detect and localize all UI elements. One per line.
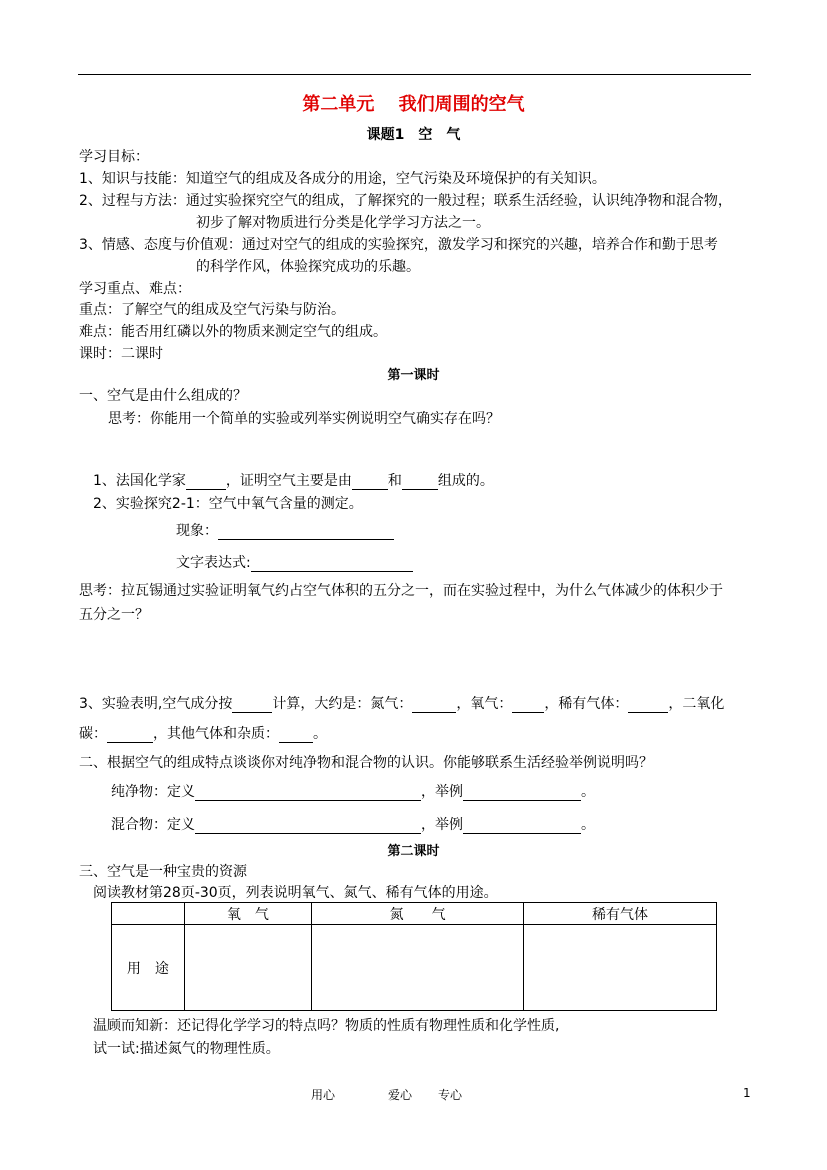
table-corner-cell — [112, 903, 185, 925]
think-2-cont: 五分之一？ — [79, 607, 149, 623]
blank-nitrogen[interactable] — [412, 698, 456, 713]
experiment-line: 2、实验探究2-1：空气中氧气含量的测定。 — [93, 496, 363, 512]
expression-line: 文字表达式: — [176, 552, 413, 572]
blank-rare-gas[interactable] — [628, 698, 668, 713]
blank-oxygen[interactable] — [512, 698, 544, 713]
blank-other[interactable] — [279, 728, 313, 743]
blank-phenomenon[interactable] — [218, 525, 394, 540]
mixture-line: 混合物：定义 ，举例 。 — [111, 817, 595, 833]
lesson1-heading: 第一课时 — [387, 368, 440, 383]
think-1: 思考：你能用一个简单的实验或列举实例说明空气确实存在吗？ — [108, 411, 500, 427]
fill-line-1: 1、法国化学家 ，证明空气主要是由 和 组成的。 — [93, 473, 494, 489]
objective-1: 1、知识与技能：知道空气的组成及各成分的用途，空气污染及环境保护的有关知识。 — [79, 171, 606, 187]
blank-basis[interactable] — [232, 698, 272, 713]
blank-pure-definition[interactable] — [195, 786, 421, 801]
objective-3: 3、情感、态度与价值观：通过对空气的组成的实验探究，激发学习和探究的兴趣，培养合作和勤于思考 — [79, 237, 718, 253]
blank-chemist[interactable] — [186, 475, 226, 490]
question-3: 三、空气是一种宝贵的资源 — [79, 864, 247, 880]
fill-line-3: 3、实验表明,空气成分按 计算，大约是：氮气： ，氧气： ，稀有气体： ，二氧化 — [79, 696, 725, 712]
key-focus: 重点：了解空气的组成及空气污染与防治。 — [79, 302, 345, 318]
class-hours: 课时：二课时 — [79, 346, 163, 362]
header-rule — [78, 74, 751, 75]
blank-gas-a[interactable] — [352, 475, 388, 490]
table-header-rare-gas: 稀有气体 — [524, 903, 717, 925]
table-cell-oxygen-uses[interactable] — [184, 925, 311, 1011]
blank-mixture-example[interactable] — [463, 819, 581, 834]
pure-substance-line: 纯净物：定义 ，举例 。 — [111, 784, 595, 800]
table-cell-rare-gas-uses[interactable] — [524, 925, 717, 1011]
keypoints-heading: 学习重点、难点： — [79, 281, 191, 297]
table-header-nitrogen: 氮 气 — [312, 903, 524, 925]
reading-task: 阅读教材第28页-30页，列表说明氧气、氮气、稀有气体的用途。 — [93, 885, 498, 901]
blank-mixture-definition[interactable] — [195, 819, 421, 834]
footer-motto-1: 用心 — [311, 1088, 336, 1102]
blank-co2[interactable] — [107, 728, 153, 743]
footer-motto-3: 专心 — [438, 1088, 463, 1102]
unit-title: 第二单元 我们周围的空气 — [302, 94, 525, 115]
objectives-heading: 学习目标： — [79, 149, 149, 165]
blank-gas-b[interactable] — [402, 475, 438, 490]
blank-expression[interactable] — [251, 557, 413, 572]
gas-uses-table — [111, 902, 717, 1011]
objective-2: 2、过程与方法：通过实验探究空气的组成，了解探究的一般过程；联系生活经验，认识纯净物和混合物， — [79, 193, 732, 209]
objective-2-cont: 初步了解对物质进行分类是化学学习方法之一。 — [196, 215, 490, 231]
table-row-label-uses: 用 途 — [112, 925, 185, 1011]
footer-motto-2: 爱心 — [388, 1088, 413, 1102]
lesson2-heading: 第二课时 — [387, 844, 440, 859]
objective-3-cont: 的科学作风，体验探究成功的乐趣。 — [196, 259, 420, 275]
lesson-title: 课题1 空 气 — [366, 127, 461, 143]
try-text: 试一试:描述氮气的物理性质。 — [93, 1041, 280, 1057]
think-2: 思考：拉瓦锡通过实验证明氧气约占空气体积的五分之一，而在实验过程中，为什么气体减少的体积少于 — [79, 583, 723, 599]
page-number: 1 — [743, 1086, 751, 1100]
phenomenon-line: 现象： — [176, 520, 394, 540]
blank-pure-example[interactable] — [463, 786, 581, 801]
fill-line-3b: 碳： ，其他气体和杂质： 。 — [79, 726, 327, 742]
question-2: 二、根据空气的组成特点谈谈你对纯净物和混合物的认识。你能够联系生活经验举例说明吗？ — [79, 755, 653, 771]
table-header-oxygen: 氧 气 — [184, 903, 311, 925]
key-difficulty: 难点：能否用红磷以外的物质来测定空气的组成。 — [79, 324, 387, 340]
question-1: 一、空气是由什么组成的？ — [79, 388, 247, 404]
table-cell-nitrogen-uses[interactable] — [312, 925, 524, 1011]
review-text: 温顾而知新：还记得化学学习的特点吗？物质的性质有物理性质和化学性质, — [93, 1018, 560, 1034]
